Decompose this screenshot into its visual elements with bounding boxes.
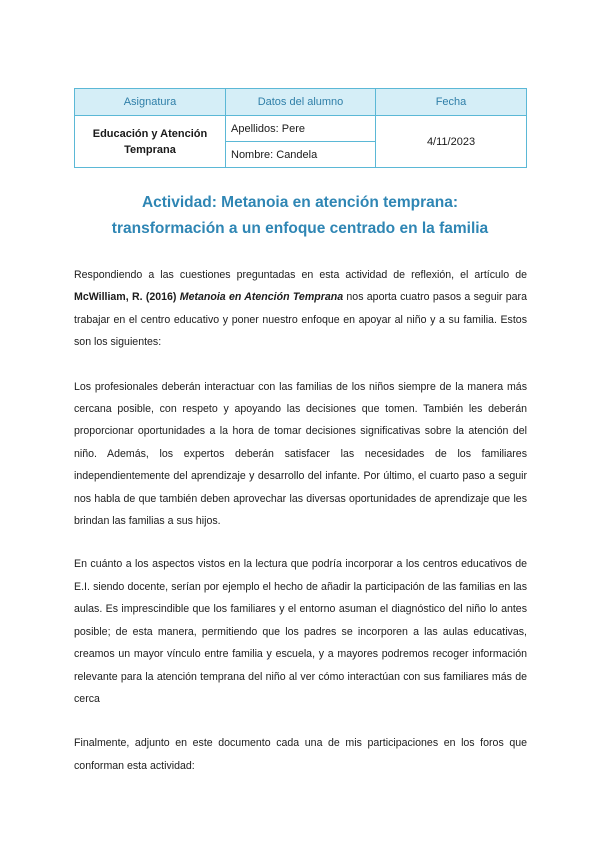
name-cell — [226, 142, 376, 168]
intro-pre: Respondiendo a las cuestiones preguntadas en esta actividad de reflexión, el artículo de — [74, 269, 527, 281]
data-row — [75, 116, 527, 142]
column-header-date: Fecha — [376, 89, 527, 116]
name-label: Nombre: — [231, 148, 274, 161]
name-value: Candela — [276, 148, 318, 161]
intro-post: nos aporta cuatro pasos a seguir para trabajar en el centro educativo y poner nuestro enfoque en apoyar al niño y a su familia. Estos son los siguientes: — [74, 291, 527, 349]
header-table — [74, 88, 527, 168]
body-text — [74, 264, 527, 799]
surname-value: Pere — [281, 122, 306, 135]
surname-label: Apellidos: — [231, 122, 279, 135]
intro-author: McWilliam, R. (2016) — [74, 291, 177, 304]
intro-book-title: Metanoia en Atención Temprana — [179, 291, 344, 304]
paragraph-3: Finalmente, adjunto en este documento cada una de mis participaciones en los foros que conforman esta actividad: — [74, 737, 527, 772]
surname-cell — [226, 116, 376, 142]
title-line-2: transformación a un enfoque centrado en la familia — [111, 220, 489, 237]
date-cell: 4/11/2023 — [376, 116, 527, 168]
title-line-1: Actividad: Metanoia en atención temprana: — [141, 194, 459, 211]
column-header-subject: Asignatura — [75, 89, 226, 116]
paragraph-2: En cuánto a los aspectos vistos en la lectura que podría incorporar a los centros educativos de E.I. siendo docente, serían por ejemplo el hecho de añadir la participación de las familias en las aulas. Es imprescindible que los familiares y el entorno asuman el diagnóstico del niño lo antes posible; de esta manera, permitiendo que los padres se incorporen a las aulas educativas, creamos un mayor vínculo entre familia y escuela, y a mayores podremos recoger información relevante para la atención temprana del niño al ver cómo interactúan con sus familiares más de cerca — [74, 558, 527, 705]
header-row — [75, 89, 527, 116]
column-header-student: Datos del alumno — [226, 89, 376, 116]
subject-cell: Educación y Atención Temprana — [75, 116, 226, 168]
intro-paragraph — [74, 264, 527, 354]
activity-title — [0, 190, 600, 242]
paragraph-1: Los profesionales deberán interactuar con las familias de los niños siempre de la manera más cercana posible, con respeto y apoyando las decisiones que tomen. También les deberán proporcionar oportunidades a la hora de tomar decisiones significativas sobre la atención del niño. Además, los expertos deberán satisfacer las necesidades de los familiares independientemente del aprendizaje y desarrollo del infante. Por último, el cuarto paso a seguir nos habla de que también deben aprovechar las diversas oportunidades de aprendizaje que les brindan las familias a sus hijos. — [74, 380, 527, 528]
